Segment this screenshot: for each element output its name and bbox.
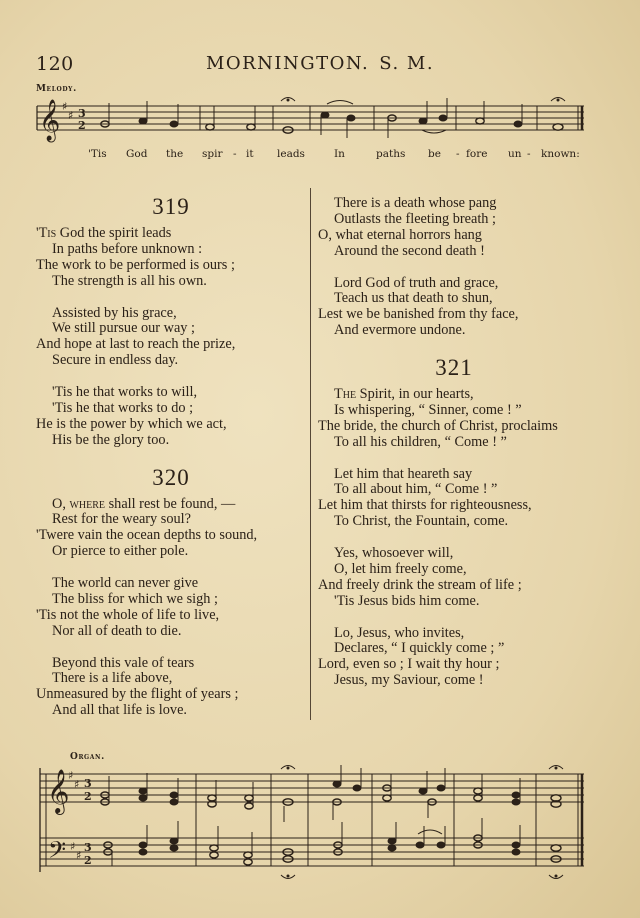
verse-line: The bride, the church of Christ, proclaims <box>318 417 558 434</box>
verse-line: There is a death whose pang <box>334 195 497 211</box>
verse-line: Around the second death ! <box>334 242 485 259</box>
verse-line: And all that life is love. <box>52 702 187 719</box>
verse-line: To all his children, “ Come ! ” <box>334 433 507 450</box>
verse-line: 'Tis he that works to will, <box>52 384 198 401</box>
verse-line: Or pierce to either pole. <box>52 543 189 560</box>
verse-line: Declares, “ I quickly come ; ” <box>334 640 505 657</box>
lyric-syllable: leads <box>277 148 305 160</box>
verse-line: We still pursue our way ; <box>52 320 195 337</box>
tune-meter: S. M. <box>379 53 435 74</box>
treble-clef-icon <box>47 769 69 815</box>
verse-line: 'Tis not the whole of life to live, <box>36 606 220 623</box>
svg-text:3: 3 <box>84 841 92 854</box>
verse-line: To all about him, “ Come ! ” <box>334 481 498 498</box>
lyric-syllable: - <box>456 148 460 160</box>
svg-text:𝄢: 𝄢 <box>48 836 67 869</box>
svg-text:♯: ♯ <box>62 100 68 113</box>
svg-text:♯: ♯ <box>76 849 82 862</box>
organ-staff-lines <box>40 768 584 872</box>
verse-line: He is the power by which we act, <box>36 415 227 432</box>
lyric-syllable: it <box>246 148 254 160</box>
svg-text:3: 3 <box>78 107 86 120</box>
verse-line: Is whispering, “ Sinner, come ! ” <box>334 401 522 418</box>
verse-line: 'Tis he that works to do ; <box>52 399 194 416</box>
lyric-syllable: spir <box>202 148 223 160</box>
verse-line: Lo, Jesus, who invites, <box>334 624 465 641</box>
page-number: 120 <box>36 53 74 75</box>
first-word: O, where <box>52 495 106 512</box>
verse-line: 'Tis Jesus bids him come. <box>334 592 480 609</box>
verse-line: Beyond this vale of tears <box>52 654 195 671</box>
verse-line: Assisted by his grace, <box>52 304 177 321</box>
svg-text:♯: ♯ <box>74 778 80 791</box>
verse-line: The bliss for which we sigh ; <box>52 590 218 607</box>
tune-name: MORNINGTON. <box>205 53 370 74</box>
lyric-syllable: paths <box>376 148 406 160</box>
verse-line: God the spirit leads <box>56 225 172 241</box>
verse-line: O, what eternal horrors hang <box>318 226 482 243</box>
lyric-syllable: 'Tis <box>88 148 107 160</box>
verse-line: The work to be performed is ours ; <box>36 256 235 273</box>
verse-line: shall rest be found, — <box>105 495 236 512</box>
time-signature-icon <box>84 777 92 867</box>
hymn-number-320: 320 <box>152 464 190 490</box>
lyric-syllable: In <box>334 148 345 160</box>
lyric-syllable: fore <box>466 148 488 160</box>
verse-line: Rest for the weary soul? <box>52 511 191 528</box>
verse-line: Unmeasured by the flight of years ; <box>36 686 239 703</box>
verse-line: Jesus, my Saviour, come ! <box>334 672 484 689</box>
verse-line: Yes, whosoever will, <box>334 545 454 562</box>
organ-label: Organ. <box>70 752 105 762</box>
svg-text:2: 2 <box>84 854 92 867</box>
verse-line: Teach us that death to shun, <box>334 290 493 307</box>
lyric-syllable: - <box>527 148 531 160</box>
lyric-syllable: the <box>166 148 184 160</box>
lyric-syllable: un <box>508 148 522 160</box>
svg-text:𝄞: 𝄞 <box>47 769 70 813</box>
svg-text:2: 2 <box>84 790 92 803</box>
svg-text:3: 3 <box>84 777 92 790</box>
verse-line: Lord God of truth and grace, <box>334 274 499 291</box>
svg-text:♯: ♯ <box>68 769 74 782</box>
verse-line: And hope at last to reach the prize, <box>36 336 236 353</box>
verse-line: Secure in endless day. <box>52 352 179 369</box>
lyric-syllable: God <box>126 148 148 160</box>
svg-text:♯: ♯ <box>68 109 74 122</box>
hymn-number-321: 321 <box>435 355 473 381</box>
lyric-syllable: be <box>428 148 441 160</box>
verse-line: O, let him freely come, <box>334 560 467 577</box>
verse-line: Let him that thirsts for righteousness, <box>318 497 532 514</box>
verse-line: Nor all of death to die. <box>52 622 182 639</box>
verse-line: The strength is all his own. <box>52 272 207 289</box>
verse-line: To Christ, the Fountain, come. <box>334 513 509 530</box>
verse-line: 'Twere vain the ocean depths to sound, <box>36 527 258 544</box>
svg-text:2: 2 <box>78 119 86 132</box>
lyric-syllable: - <box>233 148 237 160</box>
verse-line: And freely drink the stream of life ; <box>318 576 522 593</box>
verse-line: And evermore undone. <box>334 322 466 339</box>
verse-line: Outlasts the fleeting breath ; <box>334 210 496 227</box>
svg-text:♯: ♯ <box>70 840 76 853</box>
verse-line: Lord, even so ; I wait thy hour ; <box>318 656 500 673</box>
first-word: The <box>334 386 357 403</box>
bass-clef-icon <box>48 836 66 869</box>
verse-line: His be the glory too. <box>52 431 170 448</box>
verse-line: There is a life above, <box>52 670 173 687</box>
key-signature-icon <box>68 769 81 862</box>
first-word: 'Tis <box>36 225 57 241</box>
lyric-syllable: known: <box>541 148 580 160</box>
verse-line: Spirit, in our hearts, <box>356 386 474 403</box>
melody-label: Melody. <box>36 84 77 94</box>
verse-line: In paths before unknown : <box>52 240 203 257</box>
svg-text:𝄞: 𝄞 <box>39 100 61 141</box>
verse-line: Lest we be banished from thy face, <box>318 306 519 323</box>
organ-bass-notes <box>104 818 563 879</box>
verse-line: Let him that heareth say <box>334 465 473 482</box>
verse-line: The world can never give <box>52 575 199 592</box>
hymn-number-319: 319 <box>152 194 190 219</box>
